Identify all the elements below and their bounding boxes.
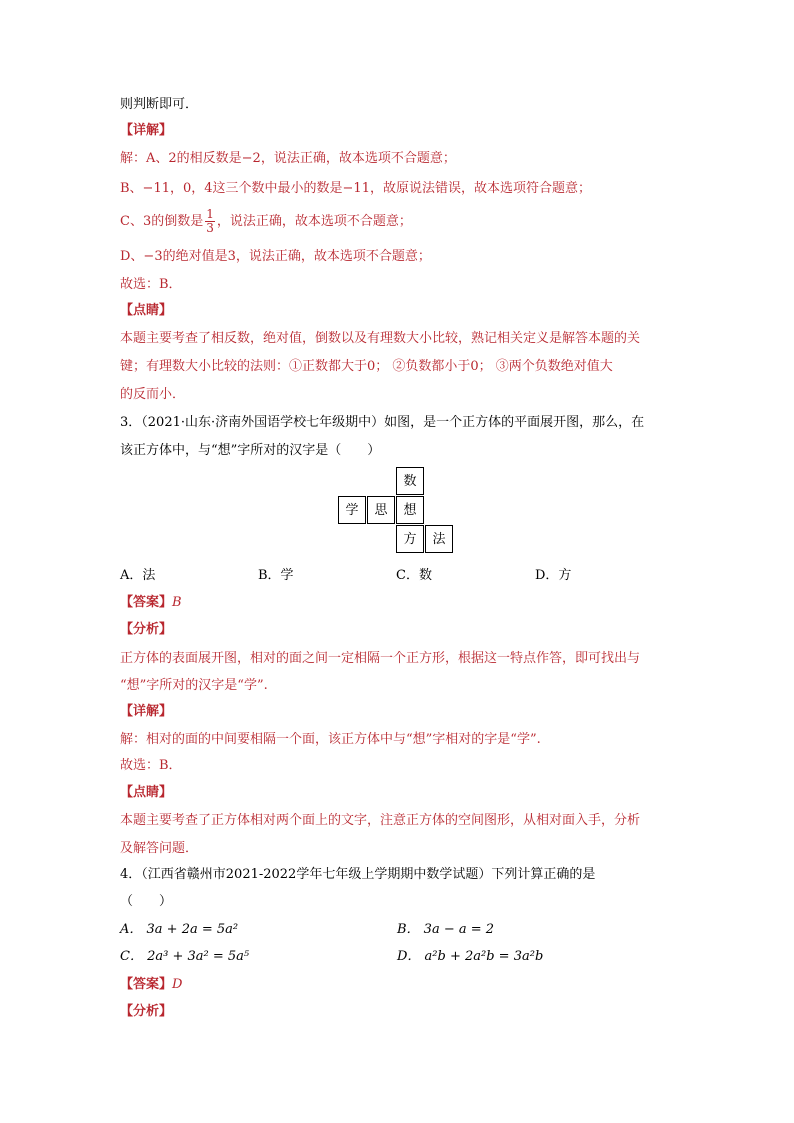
option-d: D．方 bbox=[535, 568, 572, 583]
comment-line: 的反而小． bbox=[120, 387, 186, 402]
detail-line-fraction bbox=[120, 208, 412, 236]
detail-text: ，说法正确，故本选项不合题意； bbox=[216, 214, 412, 229]
option-d: D． a²b + 2a²b = 3a²b bbox=[397, 949, 544, 964]
detail-line: D、−3的绝对值是3，说法正确，故本选项不合题意； bbox=[120, 249, 431, 264]
answer-line bbox=[120, 594, 182, 612]
comment-line: 键；有理数大小比较的法则：①正数都大于0； ②负数都小于0； ③两个负数绝对值大 bbox=[120, 359, 613, 374]
net-cell: 想 bbox=[396, 496, 424, 524]
comment-line: 本题主要考查了相反数，绝对值，倒数以及有理数大小比较，熟记相关定义是解答本题的关 bbox=[120, 331, 641, 346]
analysis-line: 正方体的表面展开图，相对的面之间一定相隔一个正方形，根据这一特点作答，即可找出与 bbox=[120, 651, 641, 666]
fraction-denominator: 3 bbox=[206, 221, 214, 235]
analysis-line: “想”字所对的汉字是“学”. bbox=[120, 678, 268, 693]
net-cell: 数 bbox=[396, 467, 424, 495]
detail-line: 解：A、2的相反数是−2，说法正确，故本选项不合题意； bbox=[120, 151, 456, 166]
option-c: C． 2a³ + 3a² = 5a⁵ bbox=[120, 949, 250, 964]
detail-text: C、3的倒数是 bbox=[120, 214, 204, 229]
answer-value: B bbox=[172, 595, 182, 610]
option-a: A．法 bbox=[120, 568, 156, 583]
answer-heading: 【答案】 bbox=[120, 977, 173, 992]
section-heading-analysis: 【分析】 bbox=[120, 622, 173, 637]
section-heading-detail: 【详解】 bbox=[120, 704, 173, 719]
detail-line: 故选：B． bbox=[120, 758, 182, 773]
section-heading-comment: 【点睛】 bbox=[120, 303, 173, 318]
detail-line: 故选：B． bbox=[120, 277, 182, 292]
net-cell: 方 bbox=[396, 525, 424, 553]
question-4-text: 4．（江西省赣州市2021-2022学年七年级上学期期中数学试题）下列计算正确的是 bbox=[120, 867, 596, 882]
net-cell: 学 bbox=[338, 496, 366, 524]
detail-line: 解：相对的面的中间要相隔一个面，该正方体中与“想”字相对的字是“学”. bbox=[120, 732, 541, 747]
fraction bbox=[205, 208, 215, 235]
net-cell: 思 bbox=[367, 496, 395, 524]
cube-net-figure bbox=[338, 467, 454, 554]
answer-value: D bbox=[172, 977, 183, 992]
question-3-text: 3．（2021·山东·济南外国语学校七年级期中）如图，是一个正方体的平面展开图，那么，在 bbox=[120, 415, 645, 430]
detail-line: B、−11，0，4这三个数中最小的数是−11，故原说法错误，故本选项符合题意； bbox=[120, 181, 591, 196]
text-line: 则判断即可． bbox=[120, 97, 199, 112]
section-heading-comment: 【点睛】 bbox=[120, 785, 173, 800]
fraction-numerator: 1 bbox=[206, 207, 214, 221]
option-b: B．学 bbox=[258, 568, 294, 583]
section-heading-detail: 【详解】 bbox=[120, 123, 173, 138]
answer-line bbox=[120, 976, 182, 994]
option-b: B． 3a − a = 2 bbox=[397, 922, 495, 937]
answer-heading: 【答案】 bbox=[120, 595, 173, 610]
option-c: C．数 bbox=[396, 568, 432, 583]
comment-line: 及解答问题． bbox=[120, 841, 199, 856]
comment-line: 本题主要考查了正方体相对两个面上的文字，注意正方体的空间图形，从相对面入手，分析 bbox=[120, 813, 641, 828]
question-3-text: 该正方体中，与“想”字所对的汉字是（ ） bbox=[120, 443, 381, 458]
question-4-text: （ ） bbox=[120, 894, 173, 909]
net-cell: 法 bbox=[425, 525, 453, 553]
section-heading-analysis: 【分析】 bbox=[120, 1004, 173, 1019]
option-a: A． 3a + 2a = 5a² bbox=[120, 922, 239, 937]
